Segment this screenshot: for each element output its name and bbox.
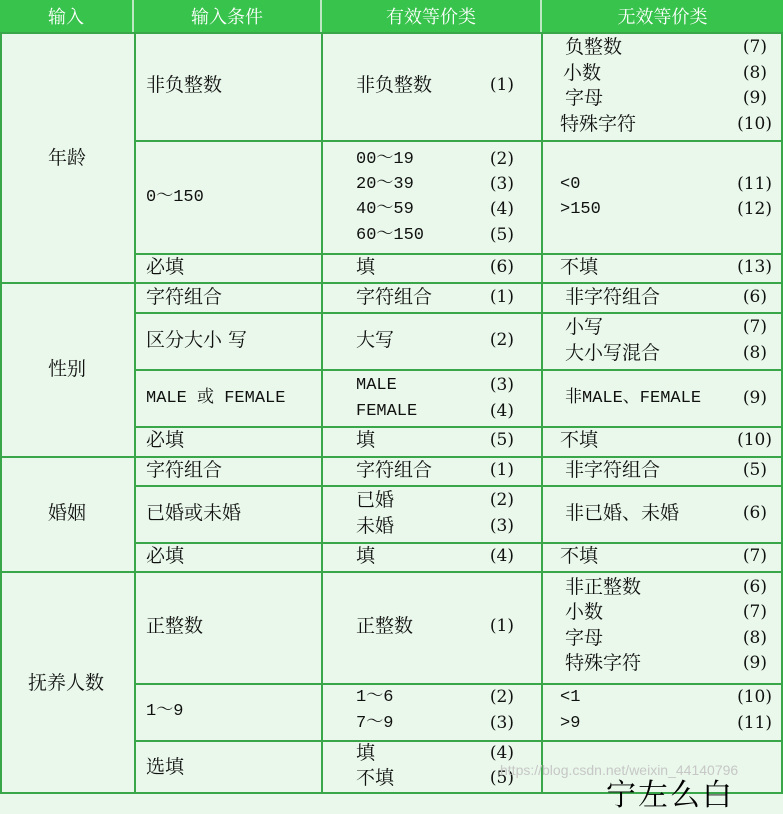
grid-line (134, 369, 783, 371)
valid-class: MALE (356, 376, 397, 395)
invalid-class: >9 (560, 714, 581, 733)
valid-class: 非负整数 (356, 74, 433, 96)
valid-number: (2) (489, 687, 514, 707)
header-valid-class (322, 0, 542, 32)
invalid-number: (7) (742, 602, 767, 622)
invalid-number: (11) (737, 174, 772, 194)
header-condition (134, 0, 322, 32)
condition-cell (146, 386, 285, 411)
grid-line (0, 32, 2, 794)
condition-cell: 1～9 (146, 702, 184, 721)
invalid-number: (8) (742, 63, 767, 83)
invalid-class: 负整数 (565, 36, 623, 58)
invalid-class: 不填 (560, 256, 599, 278)
valid-number: (5) (489, 768, 514, 788)
valid-number: (1) (489, 75, 514, 95)
invalid-number: (7) (742, 37, 767, 57)
valid-number: (3) (489, 713, 514, 733)
invalid-class: 不填 (560, 545, 599, 567)
invalid-class: 特殊字符 (565, 652, 642, 674)
valid-class: 填 (356, 256, 376, 278)
valid-number: (1) (489, 616, 514, 636)
invalid-number: (7) (742, 546, 767, 566)
condition-cell: 选填 (146, 756, 185, 778)
invalid-class: 小写 (565, 316, 604, 338)
corner-overlay-text: 宁左么白 (606, 778, 734, 813)
invalid-class: 非MALE、FEMALE (565, 389, 702, 408)
invalid-number: (6) (742, 503, 767, 523)
group-label-gender: 性别 (48, 358, 87, 380)
valid-class: FEMALE (356, 402, 418, 421)
watermark: https://blog.csdn.net/weixin_44140796 (500, 762, 739, 778)
grid-line (0, 32, 783, 34)
valid-class: 填 (356, 429, 376, 451)
invalid-number: (9) (742, 388, 767, 408)
condition-cell: 已婚或未婚 (146, 502, 242, 524)
valid-class: 7～9 (356, 714, 394, 733)
valid-class: 已婚 (356, 489, 395, 511)
valid-number: (1) (489, 287, 514, 307)
condition-cell: 必填 (146, 545, 185, 567)
valid-number: (2) (489, 490, 514, 510)
grid-line (134, 485, 783, 487)
valid-number: (6) (489, 257, 514, 277)
valid-number: (2) (489, 330, 514, 350)
condition-text: MALE 或 FEMALE (146, 389, 286, 408)
valid-number: (3) (489, 174, 514, 194)
valid-number: (1) (489, 460, 514, 480)
valid-class: 40～59 (356, 200, 414, 219)
valid-class: 字符组合 (356, 459, 433, 481)
valid-class: 字符组合 (356, 286, 433, 308)
valid-class: 00～19 (356, 150, 414, 169)
valid-class: 大写 (356, 329, 395, 351)
grid-line (134, 140, 783, 142)
invalid-number: (10) (737, 687, 772, 707)
grid-line (321, 32, 323, 794)
condition-cell: 必填 (146, 429, 185, 451)
invalid-number: (11) (737, 713, 772, 733)
condition-cell: 0～150 (146, 188, 204, 207)
invalid-number: (9) (742, 88, 767, 108)
invalid-class: <1 (560, 688, 581, 707)
group-label-marriage: 婚姻 (48, 502, 87, 524)
valid-number: (5) (489, 225, 514, 245)
invalid-number: (7) (742, 317, 767, 337)
header-label: 输入 (48, 7, 84, 28)
invalid-class: 不填 (560, 429, 599, 451)
condition-cell: 必填 (146, 256, 185, 278)
invalid-class: 小数 (563, 62, 602, 84)
condition-cell: 非负整数 (146, 74, 223, 96)
grid-line (134, 312, 783, 314)
valid-class: 未婚 (356, 515, 395, 537)
invalid-number: (12) (737, 199, 772, 219)
invalid-class: 大小写混合 (565, 342, 661, 364)
valid-class: 不填 (356, 767, 395, 789)
group-label-dependents: 抚养人数 (28, 672, 105, 694)
valid-number: (4) (489, 743, 514, 763)
header-invalid-class (542, 0, 783, 32)
grid-line (0, 282, 783, 284)
invalid-class: >150 (560, 200, 601, 219)
condition-cell: 区分大小 写 (146, 329, 248, 351)
invalid-number: (6) (742, 577, 767, 597)
grid-line (0, 571, 783, 573)
invalid-number: (6) (742, 287, 767, 307)
group-label-age: 年龄 (48, 147, 87, 169)
invalid-class: 特殊字符 (560, 113, 637, 135)
valid-class: 正整数 (356, 615, 414, 637)
condition-cell: 字符组合 (146, 459, 223, 481)
invalid-number: (8) (742, 628, 767, 648)
invalid-class: 字母 (565, 87, 604, 109)
invalid-number: (9) (742, 653, 767, 673)
valid-number: (4) (489, 199, 514, 219)
header-input (0, 0, 134, 32)
header-label: 输入条件 (191, 7, 263, 28)
grid-line (541, 32, 543, 794)
valid-number: (3) (489, 375, 514, 395)
valid-class: 填 (356, 742, 376, 764)
condition-cell: 字符组合 (146, 286, 223, 308)
invalid-class: 小数 (565, 601, 604, 623)
header-label: 无效等价类 (617, 7, 708, 28)
invalid-class: <0 (560, 175, 581, 194)
valid-class: 填 (356, 545, 376, 567)
valid-number: (4) (489, 401, 514, 421)
invalid-class: 非字符组合 (565, 286, 661, 308)
invalid-number: (8) (742, 343, 767, 363)
condition-cell: 正整数 (146, 615, 204, 637)
valid-number: (2) (489, 149, 514, 169)
invalid-number: (13) (737, 257, 772, 277)
grid-line (134, 32, 136, 794)
valid-class: 20～39 (356, 175, 414, 194)
valid-class: 60～150 (356, 226, 425, 245)
valid-class: 1～6 (356, 688, 394, 707)
invalid-class: 非已婚、未婚 (565, 502, 680, 524)
valid-number: (4) (489, 546, 514, 566)
invalid-number: (10) (737, 114, 772, 134)
invalid-class: 字母 (565, 627, 604, 649)
invalid-number: (5) (742, 460, 767, 480)
invalid-class: 非正整数 (565, 576, 642, 598)
invalid-class: 非字符组合 (565, 459, 661, 481)
valid-number: (5) (489, 430, 514, 450)
valid-number: (3) (489, 516, 514, 536)
header-label: 有效等价类 (386, 7, 476, 28)
invalid-number: (10) (737, 430, 772, 450)
